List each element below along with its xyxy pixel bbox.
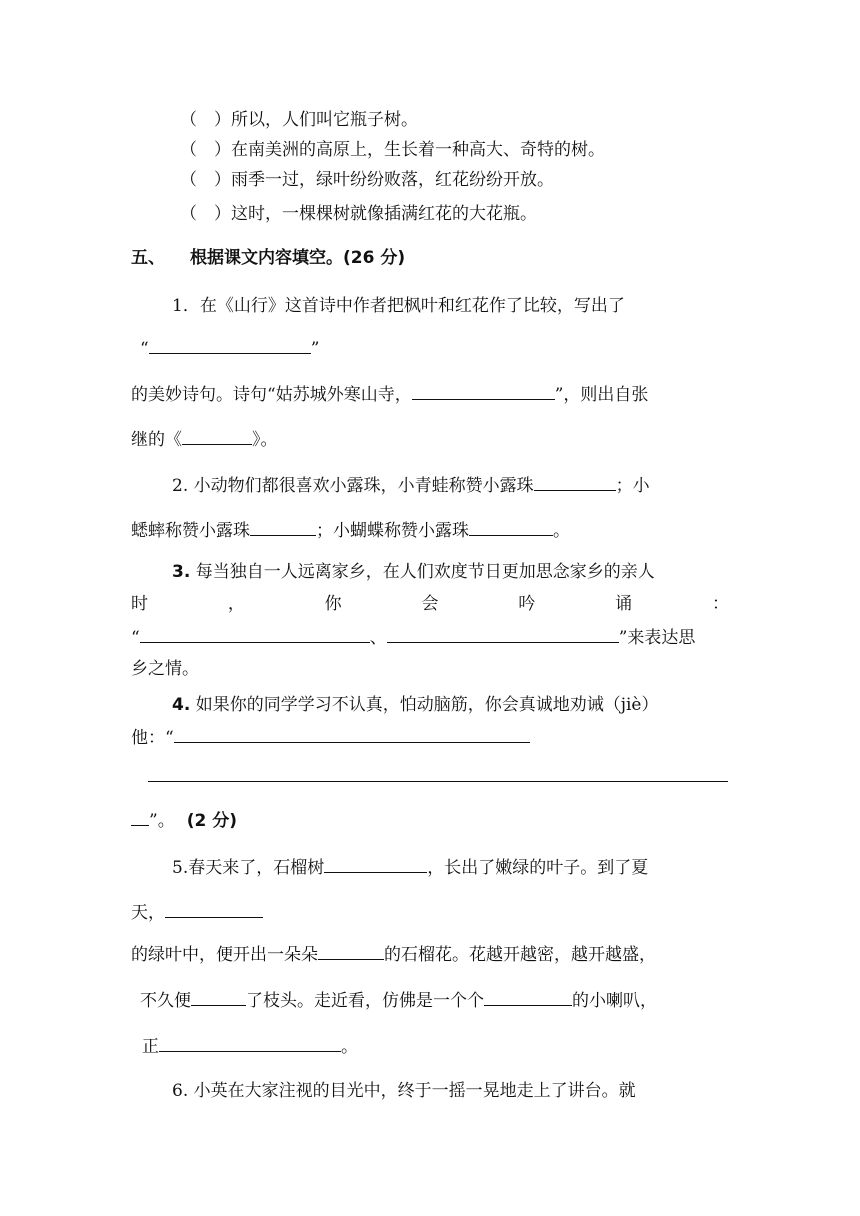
answer-blank[interactable] <box>469 519 553 536</box>
q5-line-3: 的绿叶中，便开出一朵朵 的石榴花。花越开越密，越开越盛， <box>131 945 656 965</box>
q4-line-4: ”。 (2 分) <box>131 809 237 832</box>
order-item-3 <box>180 169 554 191</box>
order-paren: （ ） <box>180 140 231 160</box>
answer-line[interactable] <box>148 781 728 782</box>
order-text: 雨季一过，绿叶纷纷败落，红花纷纷开放。 <box>231 170 554 190</box>
q1-line-4: 继的《 》。 <box>131 430 278 450</box>
answer-blank[interactable] <box>250 519 316 536</box>
answer-blank[interactable] <box>149 337 311 354</box>
score: (2 分) <box>186 811 237 831</box>
answer-blank[interactable] <box>412 383 555 400</box>
answer-blank[interactable] <box>387 626 619 643</box>
order-paren: （ ） <box>180 204 231 224</box>
q1-line-3: 的美妙诗句。诗句“姑苏城外寒山寺， ”，则出自张 <box>131 385 649 405</box>
q2-line-2: 蟋蟀称赞小露珠 ；小蝴蝶称赞小露珠 。 <box>131 521 570 541</box>
q5-line-1: 5.春天来了，石榴树 ，长出了嫩绿的叶子。到了夏 <box>172 858 649 878</box>
order-text: 所以，人们叫它瓶子树。 <box>231 110 418 130</box>
q6-line-1: 6. 小英在大家注视的目光中，终于一摇一晃地走上了讲台。就 <box>172 1081 636 1101</box>
order-item-4 <box>180 203 537 225</box>
answer-blank[interactable] <box>191 989 246 1006</box>
answer-blank[interactable] <box>131 809 149 826</box>
q1-line-2: “ ” <box>140 339 320 359</box>
answer-blank[interactable] <box>159 1035 341 1052</box>
answer-blank[interactable] <box>318 943 384 960</box>
q5-line-5: 正 。 <box>142 1037 358 1057</box>
q3-line-1: 3. 每当独自一人远离家乡，在人们欢度节日更加思念家乡的亲人 <box>172 562 655 582</box>
answer-blank[interactable] <box>324 856 427 873</box>
q1-line-1: 1．在《山行》这首诗中作者把枫叶和红花作了比较，写出了 <box>172 296 625 316</box>
answer-blank[interactable] <box>534 474 616 491</box>
q5-line-4: 不久便 了枝头。走近看，仿佛是一个个 的小喇叭， <box>140 991 657 1011</box>
order-text: 这时，一棵棵树就像插满红花的大花瓶。 <box>231 204 537 224</box>
order-paren: （ ） <box>180 170 231 190</box>
order-paren: （ ） <box>180 110 231 130</box>
q3-line-3: “ 、 ”来表达思 <box>131 628 696 648</box>
answer-blank[interactable] <box>140 626 370 643</box>
q4-line-1: 4. 如果你的同学学习不认真，怕动脑筋，你会真诚地劝诫（jiè） <box>172 695 659 715</box>
answer-blank[interactable] <box>165 901 263 918</box>
section-title: 根据课文内容填空。(26 分) <box>190 248 406 268</box>
answer-blank[interactable] <box>182 428 252 445</box>
answer-blank[interactable] <box>484 989 572 1006</box>
order-text: 在南美洲的高原上，生长着一种高大、奇特的树。 <box>231 140 605 160</box>
order-item-2 <box>180 139 605 161</box>
q3-line-2: 时 ， 你 会 吟 诵 ： <box>131 594 729 614</box>
q2-line-1: 2. 小动物们都很喜欢小露珠，小青蛙称赞小露珠 ；小 <box>172 476 650 496</box>
section-heading <box>131 247 165 269</box>
order-item-1 <box>180 109 418 131</box>
q3-line-4: 乡之情。 <box>131 659 199 679</box>
q5-line-2: 天， <box>131 901 263 924</box>
q4-line-2: 他：“ <box>131 726 530 749</box>
answer-blank[interactable] <box>174 726 530 743</box>
section-number: 五、 <box>131 248 165 268</box>
